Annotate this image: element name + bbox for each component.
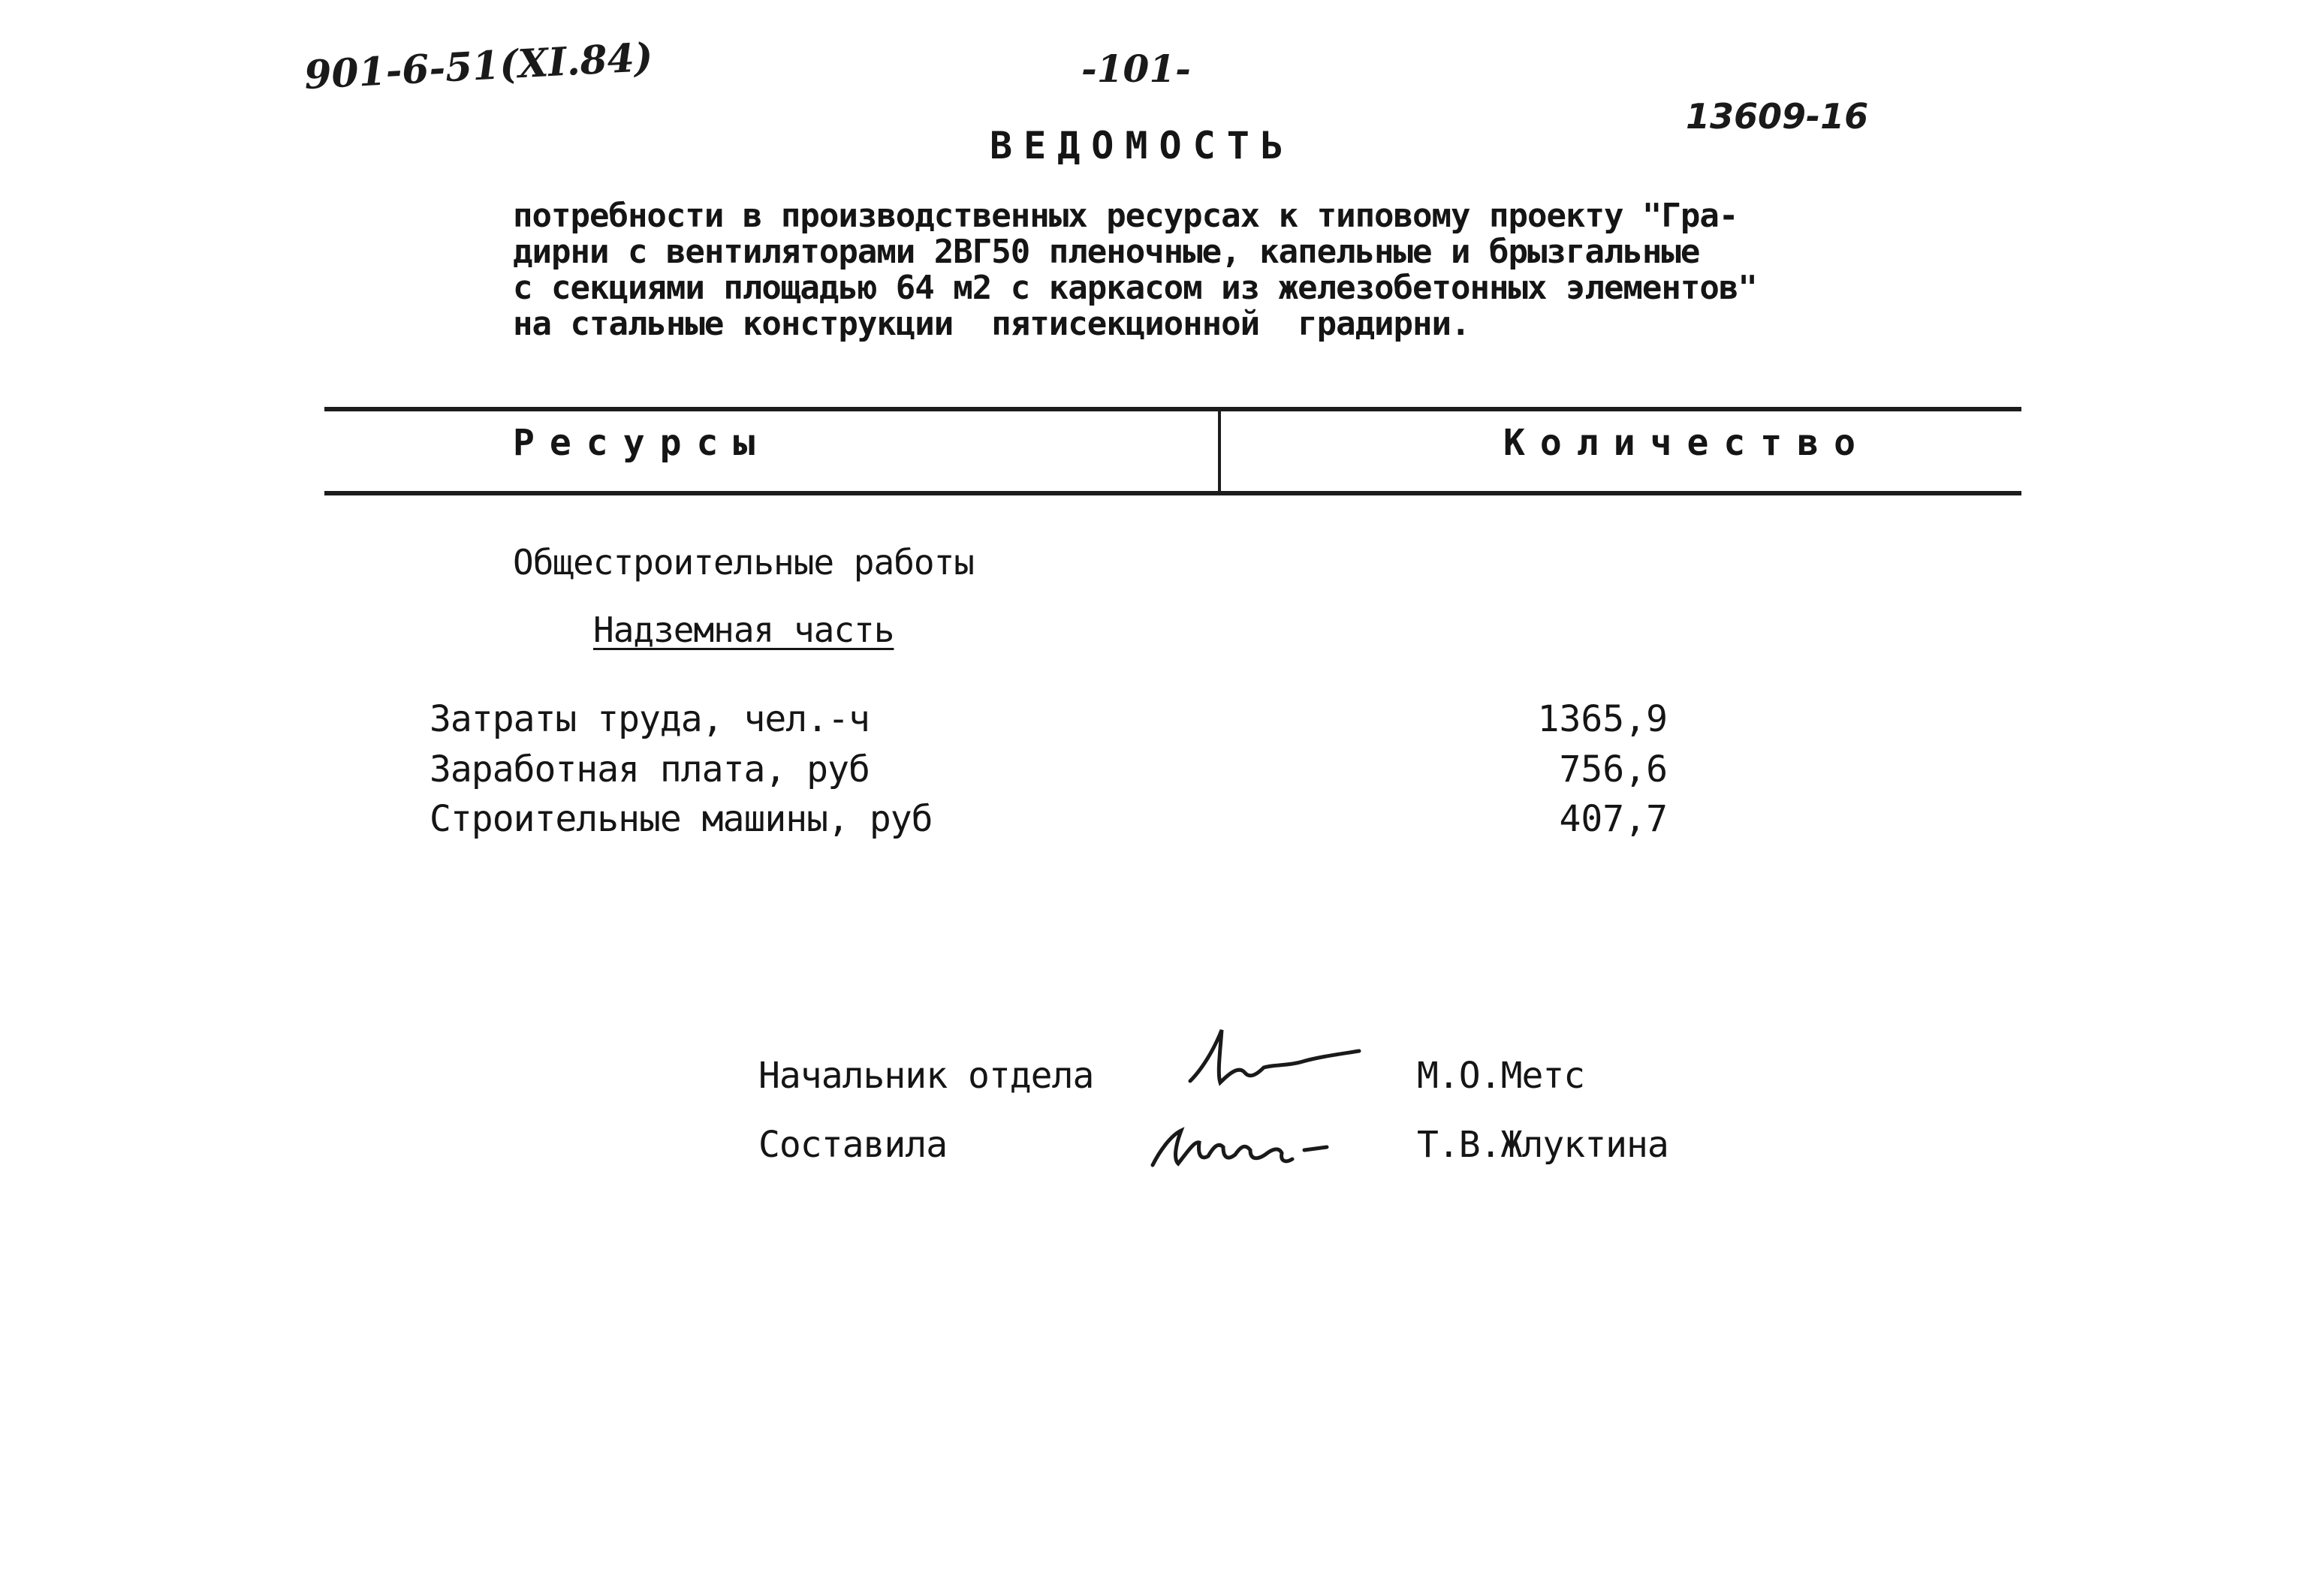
column-header-quantity: Количество xyxy=(1503,422,1870,464)
description-line: потребности в производственных ресурсах к типовому проекту "Гра- xyxy=(513,197,1738,235)
resource-quantity: 407,7 xyxy=(1559,798,1668,840)
description-line: на стальные конструкции пятисекционной градирни. xyxy=(513,305,1470,343)
signatory-name: М.О.Метс xyxy=(1417,1055,1585,1097)
resource-quantity: 1365,9 xyxy=(1537,698,1668,740)
resource-label: Затраты труда, чел.-ч xyxy=(430,698,870,740)
table-top-rule xyxy=(324,407,2021,411)
signatory-name: Т.В.Жлуктина xyxy=(1417,1124,1668,1166)
resource-quantity: 756,6 xyxy=(1559,748,1668,790)
resource-label: Строительные машины, руб xyxy=(430,798,933,840)
page-number: -101- xyxy=(1081,47,1191,91)
handwritten-signature xyxy=(1145,1113,1340,1180)
description-line: с секциями площадью 64 м2 с каркасом из железобетонных элементов" xyxy=(513,269,1757,307)
subsection-title: Надземная часть xyxy=(593,610,894,650)
document-code: 901-6-51(XI.84) xyxy=(303,34,654,99)
document-title: ВЕДОМОСТЬ xyxy=(990,124,1295,167)
column-header-resources: Ресурсы xyxy=(513,422,770,464)
table-column-divider xyxy=(1218,411,1221,491)
resource-label: Заработная плата, руб xyxy=(430,748,870,790)
handwritten-signature xyxy=(1175,1021,1370,1104)
signatory-role: Начальник отдела xyxy=(758,1055,1094,1097)
section-title: Общестроительные работы xyxy=(513,542,974,583)
registration-number: 13609-16 xyxy=(1686,96,1869,137)
table-header-rule xyxy=(324,491,2021,495)
description-line: дирни с вентиляторами 2ВГ50 пленочные, капельные и брызгальные xyxy=(513,233,1700,271)
signatory-role: Составила xyxy=(758,1124,948,1166)
